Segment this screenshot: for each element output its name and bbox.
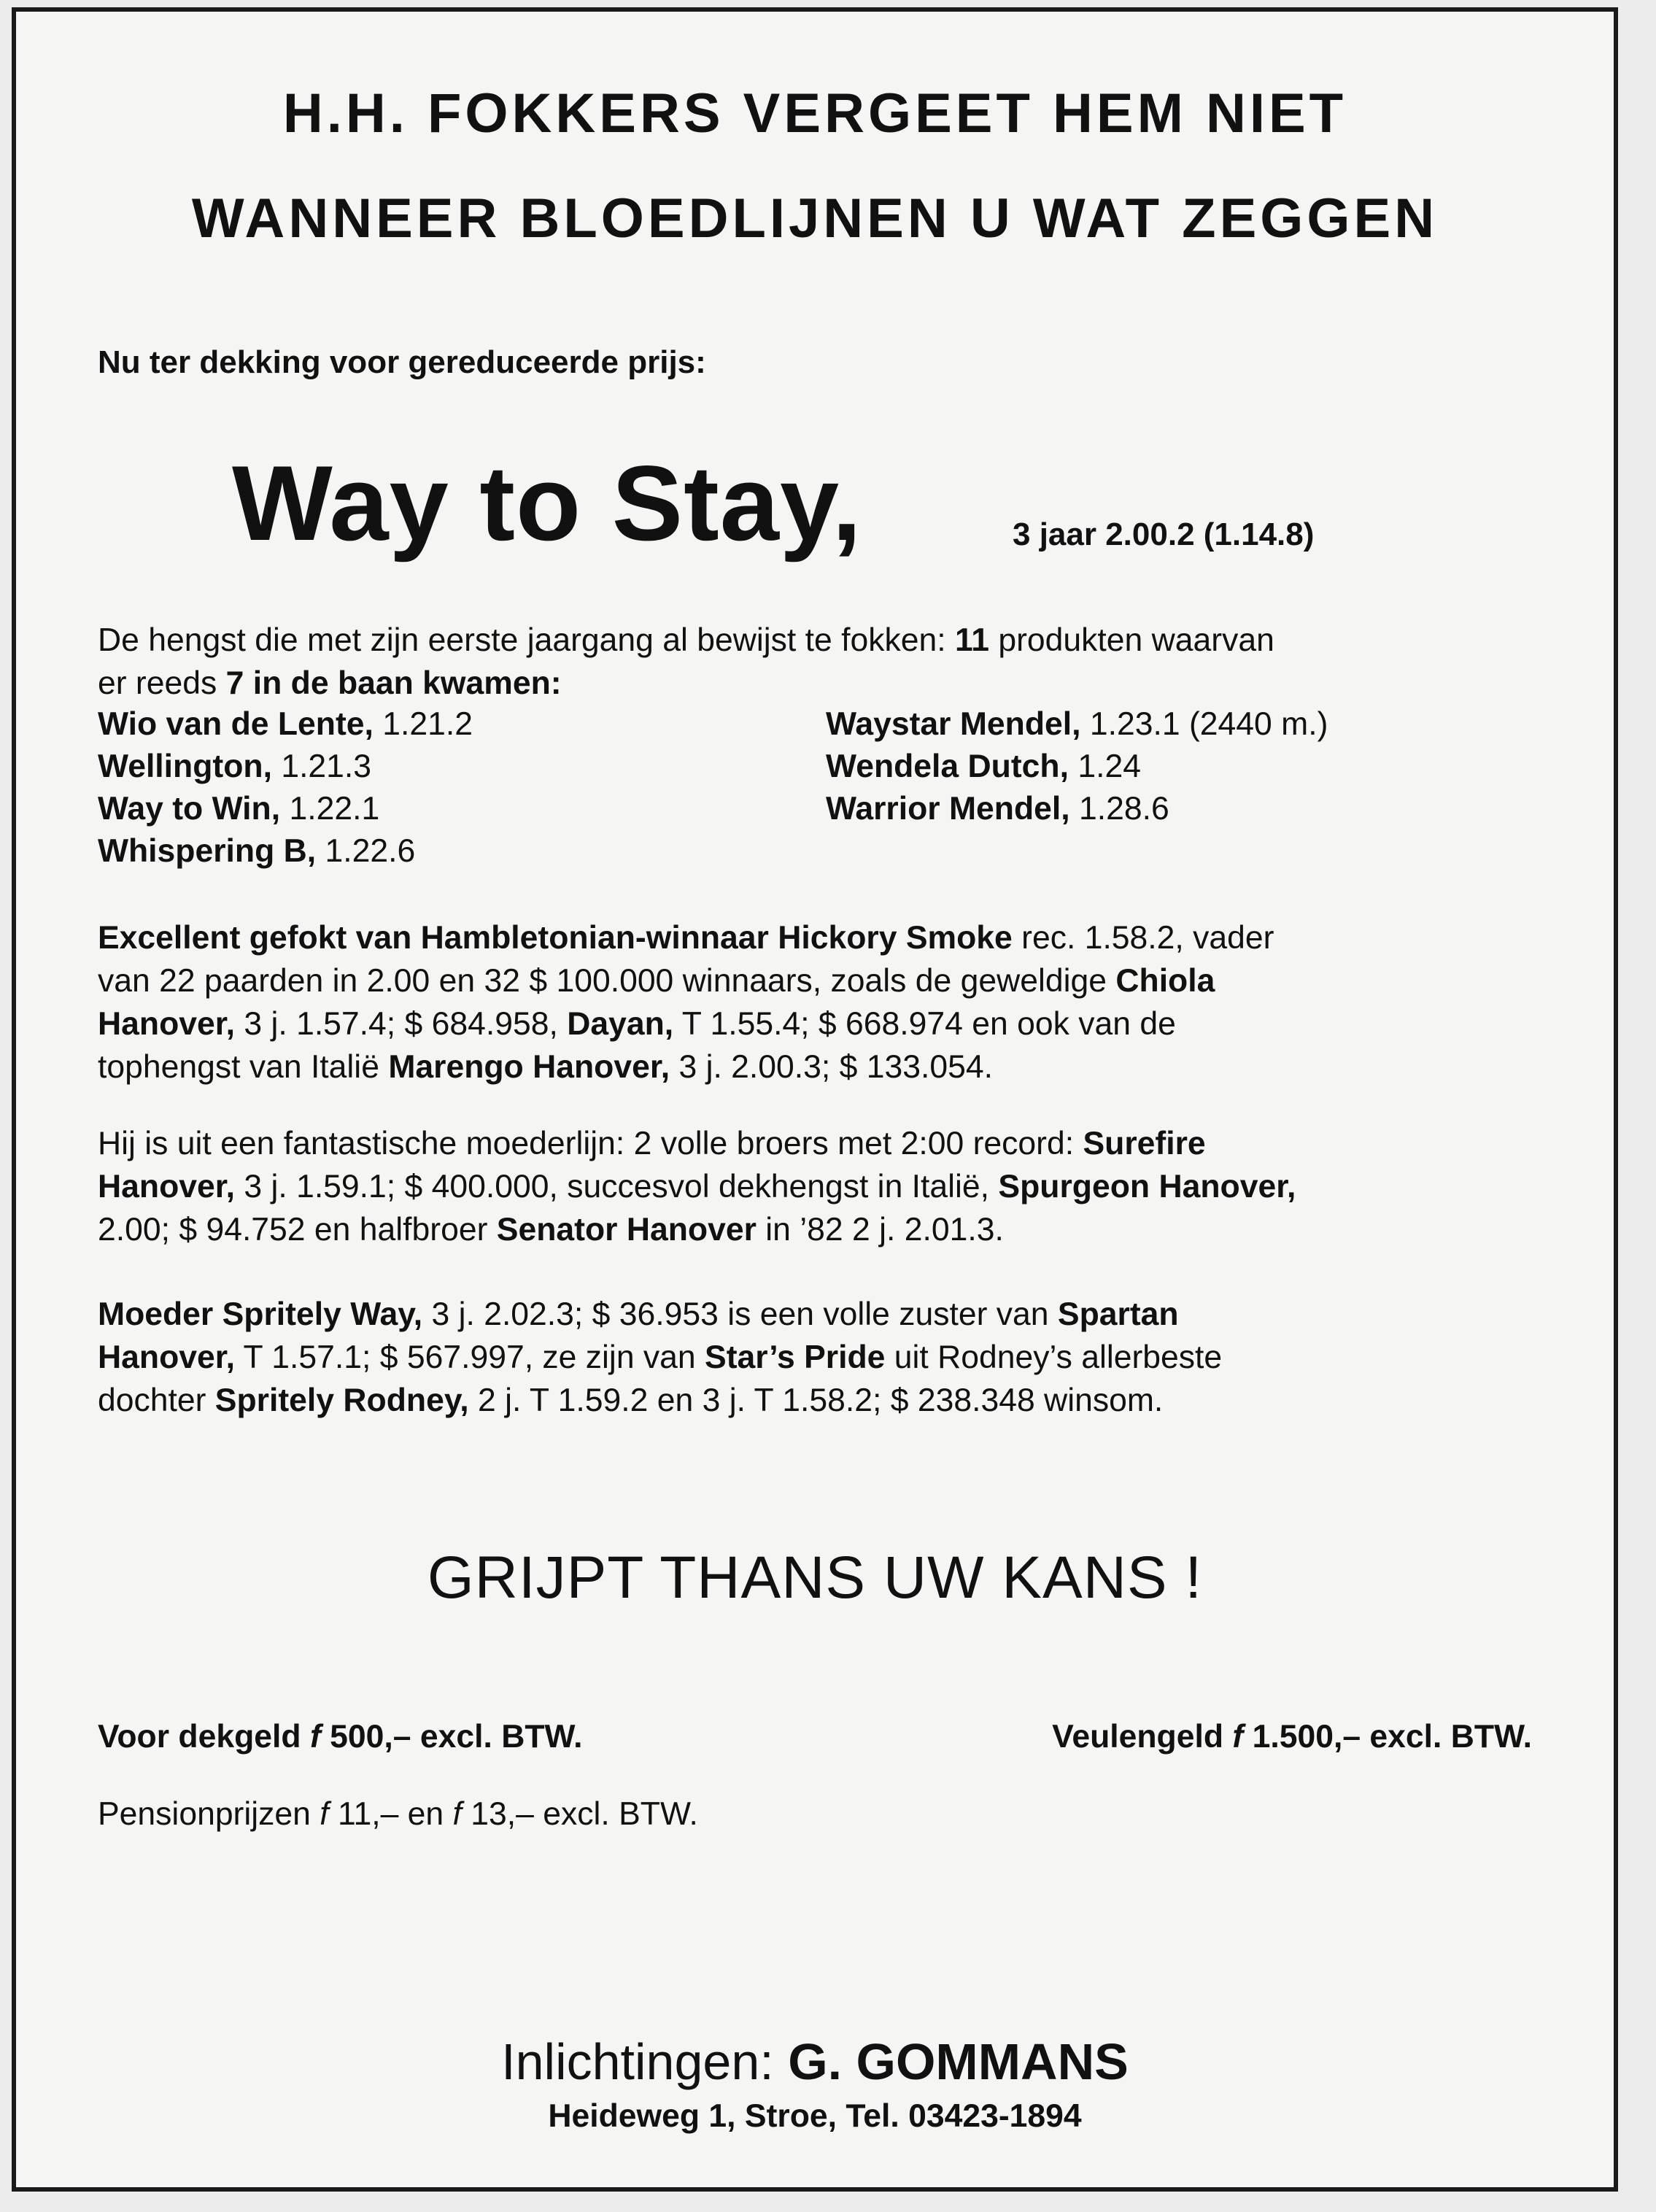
boarding-prices — [98, 1796, 698, 1833]
text: T 1.57.1; $ 567.997, ze zijn van — [234, 1339, 705, 1375]
sire-line-2 — [98, 959, 1274, 1002]
dam-line-2 — [98, 1165, 1296, 1208]
dam-line-1 — [98, 1122, 1296, 1165]
amount: 11,– en — [328, 1796, 453, 1832]
call-to-action: GRIJPT THANS UW KANS ! — [427, 1544, 1203, 1611]
guilder-sign: f — [452, 1796, 462, 1832]
horse-name: Whispering B, — [98, 833, 317, 869]
dam-para-line-1 — [98, 1293, 1222, 1336]
bold-text: Senator Hanover — [496, 1212, 757, 1248]
contact-label: Inlichtingen: — [501, 2033, 789, 2090]
horse-time: 1.22.6 — [316, 833, 416, 869]
intro-text: De hengst die met zijn eerste jaargang al bewijst te fokken: — [98, 622, 955, 658]
text: 3 j. 1.59.1; $ 400.000, succesvol dekhengst in Italië, — [234, 1169, 999, 1204]
list-item — [826, 788, 1328, 830]
text: 3 j. 2.00.3; $ 133.054. — [670, 1049, 993, 1085]
horse-name: Wellington, — [98, 749, 272, 784]
bold-text: Spurgeon Hanover, — [998, 1169, 1296, 1204]
horse-time: 1.23.1 (2440 m.) — [1080, 706, 1328, 742]
intro-text: er reeds — [98, 665, 226, 701]
bold-text: Chiola — [1115, 963, 1215, 999]
text: dochter — [98, 1382, 215, 1418]
horse-name: Waystar Mendel, — [826, 706, 1081, 742]
bold-text: Hanover, — [98, 1339, 235, 1375]
list-item — [826, 703, 1328, 746]
sire-line-1 — [98, 916, 1274, 959]
bold-text: Spartan — [1057, 1296, 1179, 1332]
list-item — [98, 703, 473, 746]
intro-count-total: 11 — [954, 622, 989, 658]
amount: 500,– excl. BTW. — [320, 1719, 583, 1755]
sire-line-3 — [98, 1002, 1274, 1045]
guilder-sign: f — [320, 1796, 329, 1832]
list-item — [98, 788, 473, 830]
text: in ’82 2 j. 2.01.3. — [756, 1212, 1004, 1248]
intro-line-2 — [98, 662, 562, 705]
stallion-name: Way to Stay, — [232, 444, 862, 562]
horse-time: 1.21.2 — [373, 706, 473, 742]
horse-name: Wendela Dutch, — [826, 749, 1069, 784]
bold-text: Spritely Rodney, — [214, 1382, 469, 1418]
text: uit Rodney’s allerbeste — [885, 1339, 1223, 1375]
text: Veulengeld — [1052, 1719, 1233, 1755]
bold-text: Moeder Spritely Way, — [98, 1296, 423, 1332]
guilder-sign: f — [309, 1719, 321, 1755]
horse-time: 1.21.3 — [271, 749, 372, 784]
dam-paragraph — [98, 1293, 1222, 1422]
sire-paragraph — [98, 916, 1274, 1088]
horse-name: Wio van de Lente, — [98, 706, 374, 742]
list-item — [98, 746, 473, 788]
headline-line-2: WANNEER BLOEDLIJNEN U WAT ZEGGEN — [191, 187, 1439, 250]
dam-para-line-2 — [98, 1336, 1222, 1379]
offspring-list-right — [826, 703, 1328, 830]
contact-name: G. GOMMANS — [788, 2033, 1129, 2090]
sire-line-4 — [98, 1045, 1274, 1088]
text: T 1.55.4; $ 668.974 en ook van de — [673, 1006, 1176, 1042]
advertisement-frame — [12, 7, 1618, 2192]
dam-line-3 — [98, 1208, 1296, 1251]
text: Voor dekgeld — [98, 1719, 310, 1755]
text: Hij is uit een fantastische moederlijn: 2 volle broers met 2:00 record: — [98, 1126, 1083, 1161]
stallion-record: 3 jaar 2.00.2 (1.14.8) — [1013, 517, 1315, 552]
text: 2 j. T 1.59.2 en 3 j. T 1.58.2; $ 238.348 winsom. — [468, 1382, 1164, 1418]
headline-line-1: H.H. FOKKERS VERGEET HEM NIET — [282, 82, 1347, 144]
text: 3 j. 2.02.3; $ 36.953 is een volle zuster van — [422, 1296, 1058, 1332]
stud-fee — [98, 1719, 582, 1755]
intro-text: produkten waarvan — [989, 622, 1274, 658]
horse-name: Way to Win, — [98, 791, 281, 827]
dam-line-paragraph — [98, 1122, 1296, 1251]
contact-address: Heideweg 1, Stroe, Tel. 03423-1894 — [548, 2098, 1082, 2134]
text: 2.00; $ 94.752 en halfbroer — [98, 1212, 497, 1248]
amount: 13,– excl. BTW. — [461, 1796, 698, 1832]
bold-text: Surefire — [1083, 1126, 1206, 1161]
bold-text: Dayan, — [567, 1006, 674, 1042]
horse-name: Warrior Mendel, — [826, 791, 1070, 827]
horse-time: 1.22.1 — [280, 791, 380, 827]
dam-para-line-3 — [98, 1379, 1222, 1422]
horse-time: 1.24 — [1068, 749, 1141, 784]
foal-fee — [1052, 1719, 1532, 1755]
offspring-list-left — [98, 703, 473, 873]
intro-line-1 — [98, 619, 1274, 662]
subheading: Nu ter dekking voor gereduceerde prijs: — [98, 344, 706, 380]
horse-time: 1.28.6 — [1069, 791, 1169, 827]
guilder-sign: f — [1232, 1719, 1244, 1755]
bold-text: Marengo Hanover, — [388, 1049, 670, 1085]
bold-text: Hanover, — [98, 1006, 235, 1042]
bold-text: Hanover, — [98, 1169, 235, 1204]
bold-text: Excellent gefokt van Hambletonian-winnaar Hickory Smoke — [98, 920, 1013, 956]
text: tophengst van Italië — [98, 1049, 389, 1085]
contact-line — [16, 2033, 1614, 2091]
intro-count-raced: 7 in de baan kwamen: — [225, 665, 562, 701]
text: 3 j. 1.57.4; $ 684.958, — [234, 1006, 568, 1042]
list-item — [826, 746, 1328, 788]
list-item — [98, 830, 473, 873]
text: rec. 1.58.2, vader — [1012, 920, 1274, 956]
text: van 22 paarden in 2.00 en 32 $ 100.000 winnaars, zoals de geweldige — [98, 963, 1116, 999]
amount: 1.500,– excl. BTW. — [1243, 1719, 1532, 1755]
bold-text: Star’s Pride — [705, 1339, 886, 1375]
text: Pensionprijzen — [98, 1796, 320, 1832]
